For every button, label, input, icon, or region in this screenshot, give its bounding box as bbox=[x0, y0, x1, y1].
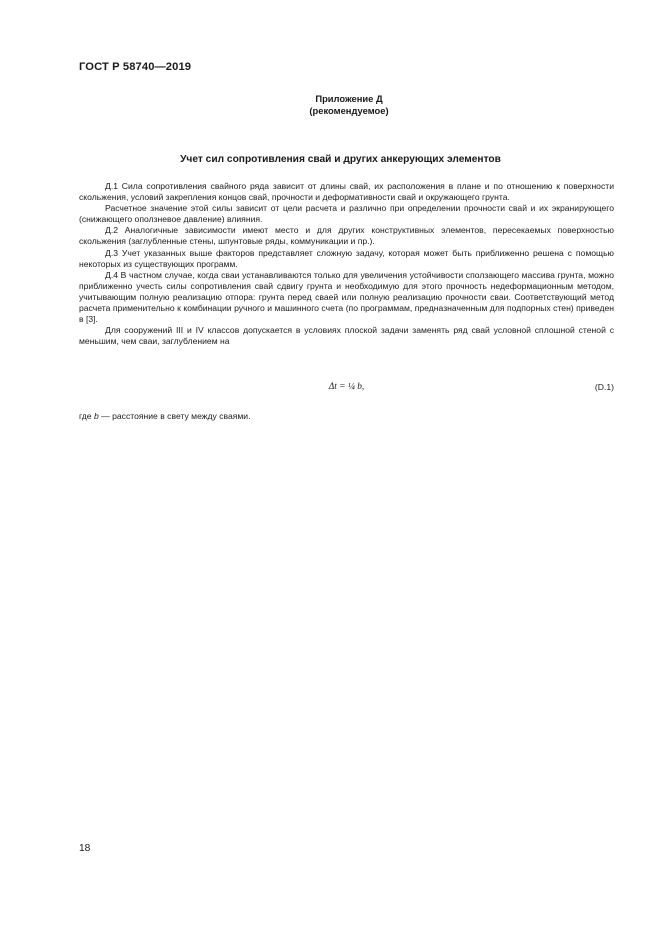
formula-explanation bbox=[79, 411, 251, 421]
explanation-prefix: где bbox=[79, 411, 94, 421]
formula-number: (D.1) bbox=[594, 382, 614, 392]
body-text bbox=[79, 181, 614, 347]
section-title: Учет сил сопротивления свай и других анкерующих элементов bbox=[180, 154, 501, 165]
formula-row bbox=[79, 382, 614, 394]
appendix-title: Приложение Д bbox=[315, 93, 383, 104]
paragraph-class-note: Для сооружений III и IV классов допускается в условиях плоской задачи заменять ряд свай условной сплошной стеной с меньшим, чем сваи, заглублением на bbox=[79, 325, 614, 347]
explanation-text: — расстояние в свету между сваями. bbox=[98, 411, 251, 421]
document-code: ГОСТ Р 58740—2019 bbox=[79, 61, 192, 73]
appendix-heading bbox=[0, 93, 661, 117]
paragraph-d1-continued: Расчетное значение этой силы зависит от цели расчета и различно при определении прочности свай и их экранирующего (снижающего оползневое давление) влияния. bbox=[79, 203, 614, 225]
appendix-status: (рекомендуемое) bbox=[309, 105, 389, 116]
paragraph-d2: Д.2 Аналогичные зависимости имеют место и для других конструктивных элементов, пересекаемых поверхностью скольжения (заглубленные стены, шпунтовые ряды, коммуникации и пр.). bbox=[79, 225, 614, 247]
paragraph-d4: Д.4 В частном случае, когда сваи устанавливаются только для увеличения устойчивости сползающего массива грунта, можно приближенно учесть силы сопротивления свай сдвигу грунта и необходимую для этого прочность недеформационным методом, учитывающим полную реализацию отпора: грунта перед сваей или полную реализацию прочности сваи. Соответствующий метод расчета применительно к комбинации ручного и машинного счета (по программам, предназначенным для подпорных стен) приведен в [3]. bbox=[79, 269, 614, 325]
paragraph-d3: Д.3 Учет указанных выше факторов представляет сложную задачу, которая может быть приближенно решена с помощью некоторых из существующих программ. bbox=[79, 247, 614, 269]
explanation-variable: b bbox=[93, 411, 99, 421]
formula: Δt = ¼ b, bbox=[328, 382, 365, 392]
page-number: 18 bbox=[79, 843, 91, 854]
paragraph-d1: Д.1 Сила сопротивления свайного ряда зависит от длины свай, их расположения в плане и по отношению к поверхности скольжения, условий закрепления концов свай, прочности и деформативности свай и окружающего грунта. bbox=[79, 181, 614, 203]
